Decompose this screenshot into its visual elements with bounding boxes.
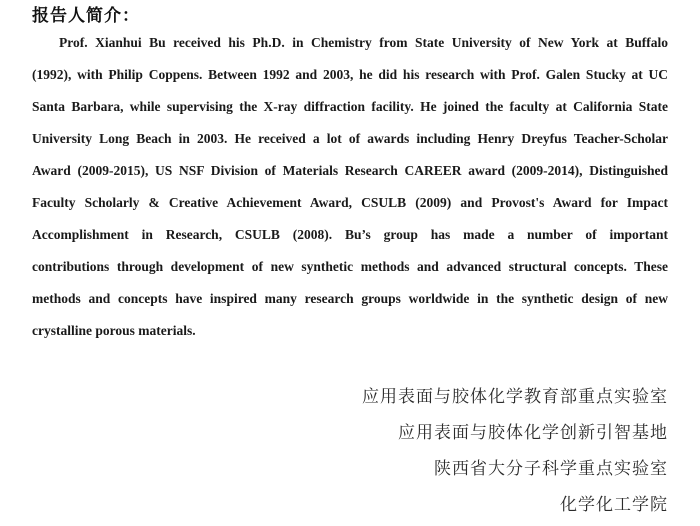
paragraph-line: University Long Beach in 2003. He received a lot of awards including Henry Dreyfus Teacher-Scholar — [32, 131, 668, 146]
affiliation-line: 化学化工学院 — [560, 495, 668, 514]
paragraph-line: Award (2009-2015), US NSF Division of Materials Research CAREER award (2009-2014), Distinguished — [32, 163, 668, 178]
page-title: 报告人简介： — [32, 6, 140, 25]
affiliation-block — [188, 379, 668, 523]
paragraph-line: contributions through development of new synthetic methods and advanced structural concepts. These — [32, 259, 668, 274]
paragraph-line: Accomplishment in Research, CSULB (2008). Bu’s group has made a number of important — [32, 227, 668, 242]
affiliation-line: 应用表面与胶体化学创新引智基地 — [398, 423, 668, 442]
paragraph-line: Santa Barbara, while supervising the X-ray diffraction facility. He joined the faculty at California State — [32, 99, 668, 114]
paragraph-line: methods and concepts have inspired many research groups worldwide in the synthetic design of new — [32, 291, 668, 306]
paragraph-line: (1992), with Philip Coppens. Between 1992 and 2003, he did his research with Prof. Galen Stucky at UC — [32, 67, 668, 82]
bio-paragraph — [32, 27, 668, 347]
paragraph-line: Prof. Xianhui Bu received his Ph.D. in Chemistry from State University of New York at Buffalo — [59, 35, 668, 50]
paragraph-line: Faculty Scholarly & Creative Achievement Award, CSULB (2009) and Provost's Award for Impact — [32, 195, 668, 210]
paragraph-line: crystalline porous materials. — [32, 323, 196, 338]
affiliation-line: 陕西省大分子科学重点实验室 — [434, 459, 668, 478]
affiliation-line: 应用表面与胶体化学教育部重点实验室 — [362, 387, 668, 406]
